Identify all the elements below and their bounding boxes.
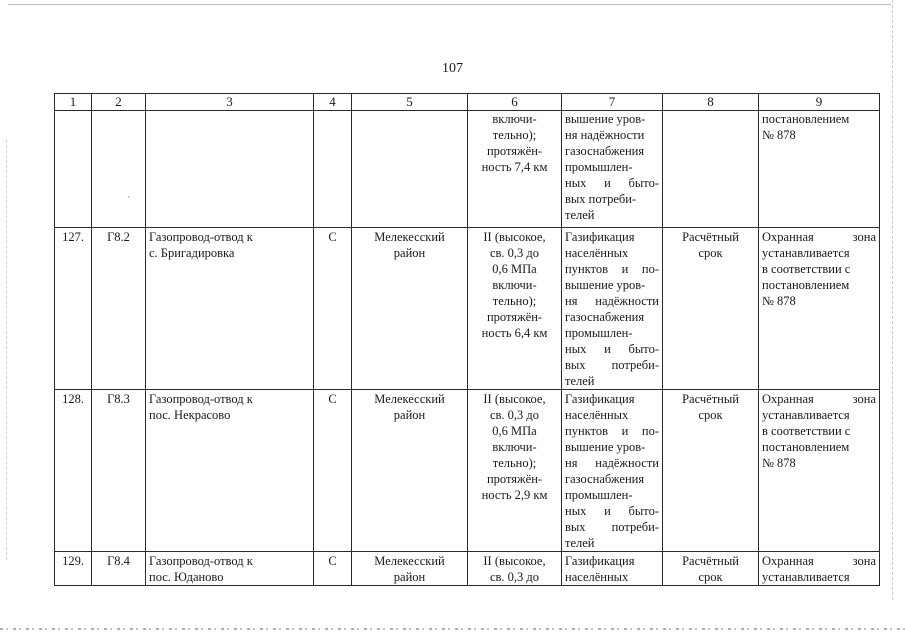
- scan-left-edge: [6, 140, 7, 560]
- cell-line: Охранная зона: [762, 230, 876, 244]
- parameters-cell: [468, 111, 562, 228]
- column-header: 8: [663, 94, 759, 111]
- column-header: 6: [468, 94, 562, 111]
- column-header: 1: [55, 94, 92, 111]
- cell-line: ня надёжности: [565, 456, 659, 470]
- cell-line: Газификация: [565, 230, 635, 244]
- cell-line: тельно);: [492, 456, 537, 470]
- cell-line: Газопровод-отвод к: [149, 392, 253, 406]
- cell-line: промышлен-: [565, 160, 633, 174]
- cell-line: телей: [565, 374, 595, 388]
- object-name-cell: [146, 552, 314, 586]
- cell-line: протяжён-: [486, 310, 543, 324]
- cell-line: 0,6 МПа: [492, 262, 537, 276]
- cell-line: ность 2,9 км: [481, 488, 548, 502]
- object-name-cell: [146, 228, 314, 390]
- row-number-cell: 127.: [55, 228, 92, 390]
- object-type-cell: [314, 111, 352, 228]
- cell-line: пос. Юданово: [149, 570, 224, 584]
- implementation-term-cell: [663, 552, 759, 586]
- cell-line: район: [393, 246, 426, 260]
- cell-line: св. 0,3 до: [489, 408, 540, 422]
- cell-line: устанавливается: [762, 570, 850, 584]
- purpose-cell: [562, 552, 663, 586]
- object-code-cell: Г8.2: [92, 228, 146, 390]
- cell-line: устанавливается: [762, 246, 850, 260]
- scan-right-edge: [892, 0, 893, 600]
- cell-line: 0,6 МПа: [492, 424, 537, 438]
- cell-line: ных и быто-: [565, 176, 659, 190]
- cell-line: телей: [565, 208, 595, 222]
- cell-line: в соответствии с: [762, 424, 851, 438]
- cell-line: тельно);: [492, 294, 537, 308]
- cell-line: вышение уров-: [565, 278, 646, 292]
- column-header: 4: [314, 94, 352, 111]
- cell-line: газоснабжения: [565, 472, 645, 486]
- cell-line: ня надёжности: [565, 128, 645, 142]
- cell-line: постановлением: [762, 278, 850, 292]
- row-number-cell: 129.: [55, 552, 92, 586]
- cell-line: район: [393, 570, 426, 584]
- gas-pipeline-table: [54, 93, 880, 586]
- cell-line: Газификация: [565, 392, 635, 406]
- object-code-cell: [92, 111, 146, 228]
- cell-line: вых потреби-: [565, 358, 659, 372]
- cell-line: срок: [698, 570, 723, 584]
- cell-line: Газопровод-отвод к: [149, 230, 253, 244]
- cell-line: включи-: [492, 278, 537, 292]
- page-number: 107: [442, 61, 463, 76]
- cell-line: включи-: [492, 112, 537, 126]
- cell-line: Расчётный: [682, 554, 739, 568]
- cell-line: вышение уров-: [565, 440, 646, 454]
- cell-line: ность 7,4 км: [481, 160, 548, 174]
- cell-line: вышение уров-: [565, 112, 646, 126]
- cell-line: населённых: [565, 246, 629, 260]
- parameters-cell: [468, 390, 562, 552]
- table-row: [55, 390, 880, 552]
- protection-zone-cell: [759, 552, 880, 586]
- cell-line: телей: [565, 536, 595, 550]
- row-number-cell: [55, 111, 92, 228]
- district-cell: [352, 228, 468, 390]
- row-number-cell: 128.: [55, 390, 92, 552]
- cell-line: промышлен-: [565, 326, 633, 340]
- cell-line: пунктов и по-: [565, 424, 659, 438]
- cell-line: населённых: [565, 570, 629, 584]
- scan-bottom-edge: [0, 628, 905, 630]
- cell-line: Газификация: [565, 554, 635, 568]
- cell-line: устанавливается: [762, 408, 850, 422]
- district-cell: [352, 111, 468, 228]
- cell-line: ных и быто-: [565, 504, 659, 518]
- implementation-term-cell: [663, 111, 759, 228]
- parameters-cell: [468, 228, 562, 390]
- object-type-cell: С: [314, 228, 352, 390]
- district-cell: [352, 552, 468, 586]
- cell-line: вых потреби-: [565, 192, 637, 206]
- cell-line: II (высокое,: [483, 554, 546, 568]
- object-name-cell: [146, 111, 314, 228]
- cell-line: Газопровод-отвод к: [149, 554, 253, 568]
- purpose-cell: [562, 390, 663, 552]
- column-header: 9: [759, 94, 880, 111]
- parameters-cell: [468, 552, 562, 586]
- column-number-header-row: [55, 94, 880, 111]
- cell-line: Охранная зона: [762, 392, 876, 406]
- implementation-term-cell: [663, 390, 759, 552]
- scan-speck: `: [127, 196, 131, 207]
- cell-line: с. Бригадировка: [149, 246, 235, 260]
- cell-line: включи-: [492, 440, 537, 454]
- cell-line: II (высокое,: [483, 392, 546, 406]
- object-type-cell: С: [314, 552, 352, 586]
- cell-line: протяжён-: [486, 472, 543, 486]
- implementation-term-cell: [663, 228, 759, 390]
- cell-line: срок: [698, 408, 723, 422]
- cell-line: Мелекесский: [374, 554, 445, 568]
- cell-line: № 878: [762, 128, 796, 142]
- object-type-cell: С: [314, 390, 352, 552]
- cell-line: Расчётный: [682, 230, 739, 244]
- purpose-cell: [562, 228, 663, 390]
- table-row: [55, 228, 880, 390]
- cell-line: Мелекесский: [374, 392, 445, 406]
- column-header: 5: [352, 94, 468, 111]
- cell-line: вых потреби-: [565, 520, 659, 534]
- cell-line: пос. Некрасово: [149, 408, 231, 422]
- cell-line: св. 0,3 до: [489, 246, 540, 260]
- protection-zone-cell: [759, 228, 880, 390]
- purpose-cell: [562, 111, 663, 228]
- cell-line: район: [393, 408, 426, 422]
- cell-line: срок: [698, 246, 723, 260]
- cell-line: пунктов и по-: [565, 262, 659, 276]
- cell-line: газоснабжения: [565, 144, 645, 158]
- cell-line: Охранная зона: [762, 554, 876, 568]
- cell-line: постановлением: [762, 440, 850, 454]
- column-header: 3: [146, 94, 314, 111]
- cell-line: Мелекесский: [374, 230, 445, 244]
- cell-line: ных и быто-: [565, 342, 659, 356]
- cell-line: населённых: [565, 408, 629, 422]
- cell-line: газоснабжения: [565, 310, 645, 324]
- protection-zone-cell: [759, 390, 880, 552]
- cell-line: тельно);: [492, 128, 537, 142]
- object-code-cell: Г8.4: [92, 552, 146, 586]
- cell-line: постановлением: [762, 112, 850, 126]
- table-row: [55, 552, 880, 586]
- cell-line: № 878: [762, 456, 796, 470]
- table-row: [55, 111, 880, 228]
- cell-line: промышлен-: [565, 488, 633, 502]
- district-cell: [352, 390, 468, 552]
- object-code-cell: Г8.3: [92, 390, 146, 552]
- object-name-cell: [146, 390, 314, 552]
- protection-zone-cell: [759, 111, 880, 228]
- column-header: 2: [92, 94, 146, 111]
- cell-line: св. 0,3 до: [489, 570, 540, 584]
- cell-line: в соответствии с: [762, 262, 851, 276]
- cell-line: II (высокое,: [483, 230, 546, 244]
- cell-line: ность 6,4 км: [481, 326, 548, 340]
- scan-top-edge: [8, 4, 891, 5]
- cell-line: № 878: [762, 294, 796, 308]
- cell-line: Расчётный: [682, 392, 739, 406]
- column-header: 7: [562, 94, 663, 111]
- cell-line: протяжён-: [486, 144, 543, 158]
- cell-line: ня надёжности: [565, 294, 659, 308]
